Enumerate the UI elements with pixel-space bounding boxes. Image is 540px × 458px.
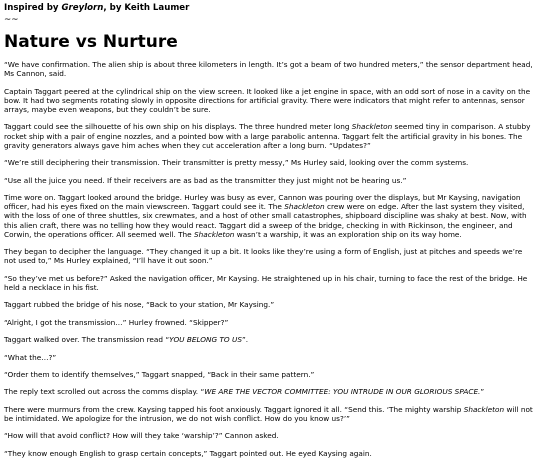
story-paragraph bbox=[4, 353, 536, 362]
paragraph-text: “We’re still deciphering their transmission. Their transmitter is pretty messy,” Ms Hurley said, looking over the comm systems. bbox=[4, 158, 469, 168]
inspired-by-line: Inspired by Greylorn, by Keith Laumer bbox=[4, 3, 190, 13]
paragraph-text: “Use all the juice you need. If their receivers are as bad as the transmitter they just might not be hearing us.” bbox=[4, 175, 407, 185]
italic-text: YOU BELONG TO US bbox=[169, 335, 242, 345]
story-paragraph bbox=[4, 87, 536, 115]
paragraph-text: ”. bbox=[241, 335, 249, 345]
italic-text: Shackleton bbox=[194, 229, 235, 239]
story-paragraph bbox=[4, 335, 536, 344]
paragraph-text: “What the…?” bbox=[4, 352, 57, 362]
story-body bbox=[4, 60, 536, 458]
separator: ~~ bbox=[4, 15, 19, 25]
story-paragraph bbox=[4, 318, 536, 327]
italic-text: Shackleton bbox=[463, 404, 505, 414]
paragraph-text: seemed tiny in comparison. A stubby rocket ship with a pair of engine nozzles, and a pointed bow with a large parabolic antenna. Taggart felt the artificial gravity in his bones. The gravity generators always gave him aches when they cut acceleration after a long burn. “Updates?” bbox=[4, 122, 531, 150]
story-paragraph bbox=[4, 405, 536, 423]
story-paragraph bbox=[4, 122, 536, 150]
paragraph-text: “We have confirmation. The alien ship is about three kilometers in length. It’s got a beam of two hundred meters,” the sensor department head, Ms Cannon, said. bbox=[4, 60, 533, 79]
paragraph-text: crew were on edge. After the last system they visited, with the loss of one of three shuttles, six crewmates, and a host of other small catastrophes, shipboard discipline was shaky at best. Now, with this alien craft, there was no telling how they would react. Taggart did a sweep of the bridge, checking in with Rickinson, the engineer, and Corwin, the operations officer. All seemed well. The bbox=[4, 202, 527, 239]
story-paragraph bbox=[4, 158, 536, 167]
paragraph-text: “Alright, I got the transmission…” Hurley frowned. “Skipper?” bbox=[4, 317, 229, 327]
paragraph-text: wasn’t a warship, it was an exploration ship on its way home. bbox=[234, 229, 462, 239]
italic-text: WE ARE THE VECTOR COMMITTEE: YOU INTRUDE IN OUR GLORIOUS SPACE. bbox=[204, 387, 481, 397]
paragraph-text: “Order them to identify themselves,” Taggart snapped, “Back in their same pattern.” bbox=[4, 369, 315, 379]
inspired-work-title: Greylorn bbox=[61, 3, 104, 13]
story-paragraph bbox=[4, 370, 536, 379]
paragraph-text: Captain Taggart peered at the cylindrical ship on the view screen. It looked like a jet engine in space, with an odd sort of nose in a cavity on the bow. It had two segments rotating slowly in opposite directions for artificial gravity. There were indicators that might refer to antennas, sensor arrays, maybe even weapons, but they couldn’t be sure. bbox=[4, 86, 531, 114]
story-paragraph bbox=[4, 300, 536, 309]
story-paragraph bbox=[4, 247, 536, 265]
story-paragraph bbox=[4, 274, 536, 292]
paragraph-text: “So they’ve met us before?” Asked the navigation officer, Mr Kaysing. He straightened up in his chair, turning to face the rest of the bridge. He held a necklace in his fist. bbox=[4, 273, 528, 292]
paragraph-text: There were murmurs from the crew. Kaysing tapped his foot anxiously. Taggart ignored it all. “Send this. ‘The mighty warship bbox=[4, 404, 464, 414]
paragraph-text: They began to decipher the language. “They changed it up a bit. It looks like they’re using a form of English, just at pitches and speeds we’re not used to,” Ms Hurley explained, “I’ll have it out soon.” bbox=[4, 247, 523, 266]
story-paragraph bbox=[4, 60, 536, 78]
story-paragraph bbox=[4, 387, 536, 396]
story-title: Nature vs Nurture bbox=[4, 32, 178, 52]
story-paragraph bbox=[4, 449, 536, 458]
paragraph-text: Taggart rubbed the bridge of his nose, “Back to your station, Mr Kaysing.” bbox=[4, 300, 275, 310]
paragraph-text: will not be intimidated. We apologize for the intrusion, we do not wish conflict. How do you know us?’” bbox=[4, 404, 533, 423]
paragraph-text: The reply text scrolled out across the comms display. “ bbox=[4, 387, 205, 397]
italic-text: Shackleton bbox=[284, 202, 325, 212]
story-paragraph bbox=[4, 193, 536, 239]
paragraph-text: “They know enough English to grasp certain concepts,” Taggart pointed out. He eyed Kaysing again. bbox=[4, 448, 372, 458]
story-paragraph bbox=[4, 176, 536, 185]
italic-text: Shackleton bbox=[351, 122, 393, 132]
paragraph-text: Time wore on. Taggart looked around the bridge. Hurley was busy as ever, Cannon was pouring over the displays, but Mr Kaysing, navigation officer, had his eyes fixed on the main viewscreen. Taggart could see it. The bbox=[4, 192, 521, 212]
paragraph-text: ” bbox=[480, 387, 485, 397]
paragraph-text: Taggart walked over. The transmission read “ bbox=[4, 335, 170, 345]
story-paragraph bbox=[4, 431, 536, 440]
paragraph-text: Taggart could see the silhouette of his own ship on his displays. The three hundred meter long bbox=[4, 122, 352, 132]
paragraph-text: “How will that avoid conflict? How will they take ‘warship’?” Cannon asked. bbox=[4, 431, 279, 441]
